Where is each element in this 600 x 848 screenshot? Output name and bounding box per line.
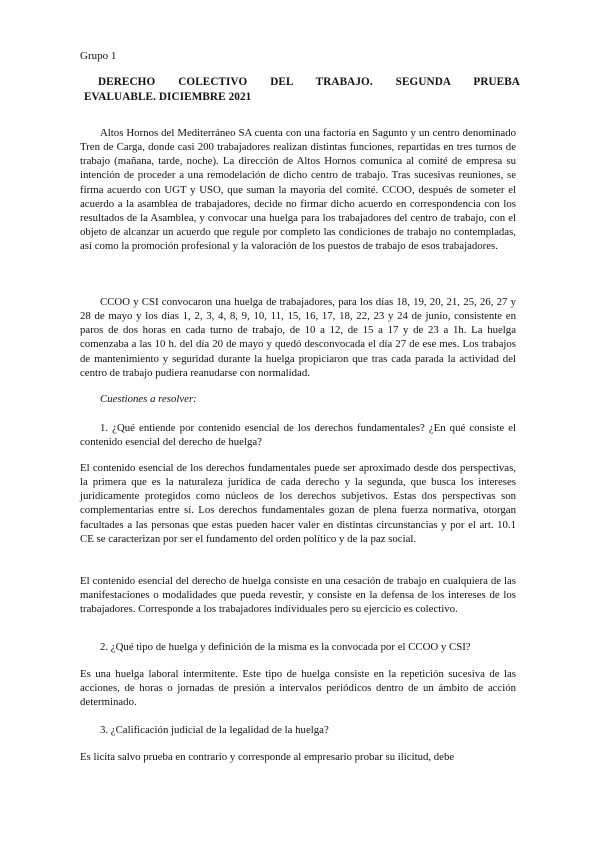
question-1: 1. ¿Qué entiende por contenido esencial de los derechos fundamentales? ¿En qué consiste el contenido esencial del derecho de huelga?: [80, 422, 516, 449]
question-2: 2. ¿Qué tipo de huelga y definición de la misma es la convocada por el CCOO y CSI?: [100, 641, 471, 653]
document-title-line-2: EVALUABLE. DICIEMBRE 2021: [84, 90, 252, 103]
answer-2: Es una huelga laboral intermitente. Este tipo de huelga consiste en la repetición sucesiva de las acciones, de horas o jornadas de presión a intervalos periódicos dentro de un ámbito de acción determinado.: [80, 668, 516, 709]
answer-1b: El contenido esencial del derecho de huelga consiste en una cesación de trabajo en cualquiera de las manifestaciones o modalidades que pueda revestir, y consiste en la defensa de los intereses de los trabajadores. Corresponde a los trabajadores individuales pero su ejercicio es colectivo.: [80, 575, 516, 616]
question-3: 3. ¿Calificación judicial de la legalidad de la huelga?: [100, 724, 329, 736]
answer-3: Es lícita salvo prueba en contrario y corresponde al empresario probar su ilicitud, debe: [80, 751, 455, 763]
document-title-line-1: DERECHO COLECTIVO DEL TRABAJO. SEGUNDA PRUEBA: [98, 76, 520, 88]
case-paragraph-1: Altos Hornos del Mediterráneo SA cuenta con una factoría en Sagunto y un centro denominado Tren de Carga, donde casi 200 trabajadores realizan distintas funciones, repartidas en tres turnos de trabajo (mañana, tarde, noche). La dirección de Altos Hornos comunica al comité de empresa su intención de proceder a una remodelación de dicho centro de trabajo. Tras sucesivas reuniones, se firma acuerdo con UGT y USO, que suman la mayoría del comité. CCOO, después de someter el acuerdo a la asamblea de trabajadores, decide no firmar dicho acuerdo en correspondencia con los resultados de la Asamblea, y convocar una huelga para los trabajadores del centro de trabajo, con el objeto de alcanzar un acuerdo que regule por completo las condiciones de trabajo no contempladas, así como la promoción profesional y la valoración de los puestos de trabajo de esos trabajadores.: [80, 127, 516, 253]
group-label: Grupo 1: [80, 50, 117, 62]
answer-1a: El contenido esencial de los derechos fundamentales puede ser aproximado desde dos perspectivas, la primera que es la naturaleza jurídica de cada derecho y la segunda, que busca los intereses jurídicamente protegidos como núcleos de los derechos subjetivos. Estas dos perspectivas son complementarias entre sí. Los derechos fundamentales gozan de plena fuerza normativa, otorgan facultades a las personas que estas pueden hacer valer en distintas circunstancias y por el art. 10.1 CE se caracterizan por ser el fundamento del orden político y de la paz social.: [80, 462, 516, 545]
case-paragraph-2: CCOO y CSI convocaron una huelga de trabajadores, para los días 18, 19, 20, 21, 25, 26, 27 y 28 de mayo y los días 1, 2, 3, 4, 8, 9, 10, 11, 15, 16, 17, 18, 22, 23 y 24 de junio, consistente en paros de dos horas en cada turno de trabajo, de 10 a 12, de 15 a 17 y de 23 a 1h. La huelga comenzaba a las 10 h. del día 20 de mayo y quedó desconvocada el día 27 de ese mes. Los trabajos de mantenimiento y seguridad durante la huelga propiciaron que tras cada parada la actividad del centro de trabajo pudiera reanudarse con normalidad.: [80, 296, 516, 379]
questions-heading: Cuestiones a resolver:: [100, 393, 197, 405]
